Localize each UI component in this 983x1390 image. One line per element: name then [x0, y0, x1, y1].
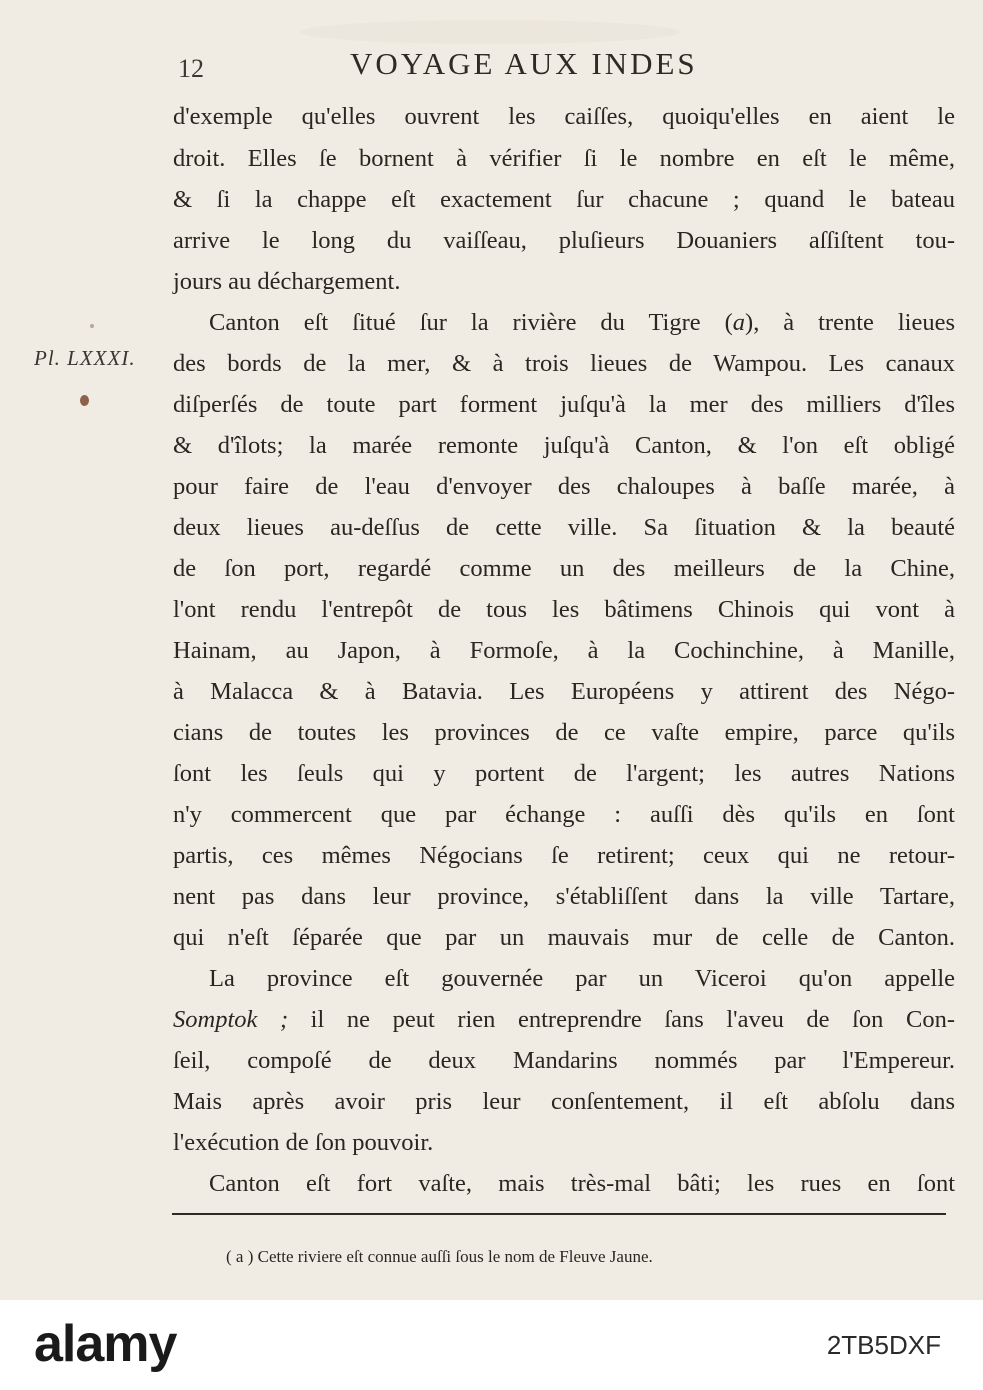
page-stain	[300, 20, 680, 44]
text-line: ſeil, compoſé de deux Mandarins nommés par l'Empereur.	[173, 1047, 955, 1074]
page-header	[0, 46, 983, 90]
text-line: d'exemple qu'elles ouvrent les caiſſes, quoiqu'elles en aient le	[173, 103, 955, 130]
text-line: des bords de la mer, & à trois lieues de Wampou. Les canaux	[173, 350, 955, 377]
footnote-rule	[172, 1213, 946, 1215]
text-line: pour faire de l'eau d'envoyer des chaloupes à baſſe marée, à	[173, 473, 955, 500]
text-line: Mais après avoir pris leur conſentement, il eſt abſolu dans	[173, 1088, 955, 1115]
text-line: & d'îlots; la marée remonte juſqu'à Canton, & l'on eſt obligé	[173, 432, 955, 459]
italic-term: Somptok ;	[173, 1006, 289, 1033]
text-line: Canton eſt fort vaſte, mais très-mal bâti; les rues en ſont	[209, 1170, 955, 1197]
text-line: de ſon port, regardé comme un des meilleurs de la Chine,	[173, 555, 955, 582]
text-line: nent pas dans leur province, s'établiſſent dans la ville Tartare,	[173, 883, 955, 910]
foxing-spot	[80, 395, 89, 406]
text-line: arrive le long du vaiſſeau, pluſieurs Douaniers aſſiſtent tou-	[173, 227, 955, 254]
text-line: & ſi la chappe eſt exactement ſur chacune ; quand le bateau	[173, 186, 955, 213]
text-line: jours au déchargement.	[173, 268, 401, 295]
text-line: l'ont rendu l'entrepôt de tous les bâtimens Chinois qui vont à	[173, 596, 955, 623]
text-line: Somptok ; il ne peut rien entreprendre ſans l'aveu de ſon Con-	[173, 1006, 955, 1033]
footnote: ( a ) Cette riviere eſt connue auſſi ſous le nom de Fleuve Jaune.	[226, 1247, 653, 1266]
text-line: Canton eſt ſitué ſur la rivière du Tigre (a), à trente lieues	[209, 309, 956, 336]
text-line: Hainam, au Japon, à Formoſe, à la Cochinchine, à Manille,	[173, 637, 955, 664]
text-line: diſperſés de toute part forment juſqu'à la mer des milliers d'îles	[173, 391, 955, 418]
text-line: cians de toutes les provinces de ce vaſte empire, parce qu'ils	[173, 719, 955, 746]
stock-banner	[0, 1300, 983, 1390]
text-line: ſont les ſeuls qui y portent de l'argent; les autres Nations	[173, 760, 955, 787]
running-title: VOYAGE AUX INDES	[350, 46, 698, 81]
text-line: l'exécution de ſon pouvoir.	[173, 1129, 434, 1156]
text-line: droit. Elles ſe bornent à vérifier ſi le nombre en eſt le même,	[173, 145, 955, 172]
footnote-marker: a	[732, 309, 746, 336]
stock-image-id: 2TB5DXF	[826, 1330, 941, 1360]
text-line: n'y commercent que par échange : auſſi dès qu'ils en ſont	[173, 801, 955, 828]
page-number: 12	[178, 54, 204, 83]
text-line: qui n'eſt ſéparée que par un mauvais mur de celle de Canton.	[173, 924, 955, 951]
text-line: La province eſt gouvernée par un Viceroi qu'on appelle	[209, 965, 955, 992]
text-line: partis, ces mêmes Négocians ſe retirent; ceux qui ne retour-	[173, 842, 955, 869]
foxing-spot	[90, 324, 94, 328]
text-line: à Malacca & à Batavia. Les Européens y attirent des Négo-	[173, 678, 955, 705]
text-line: deux lieues au-deſſus de cette ville. Sa ſituation & la beauté	[173, 514, 955, 541]
plate-reference: Pl. LXXXI.	[34, 346, 136, 370]
stock-logo: alamy	[34, 1315, 177, 1373]
